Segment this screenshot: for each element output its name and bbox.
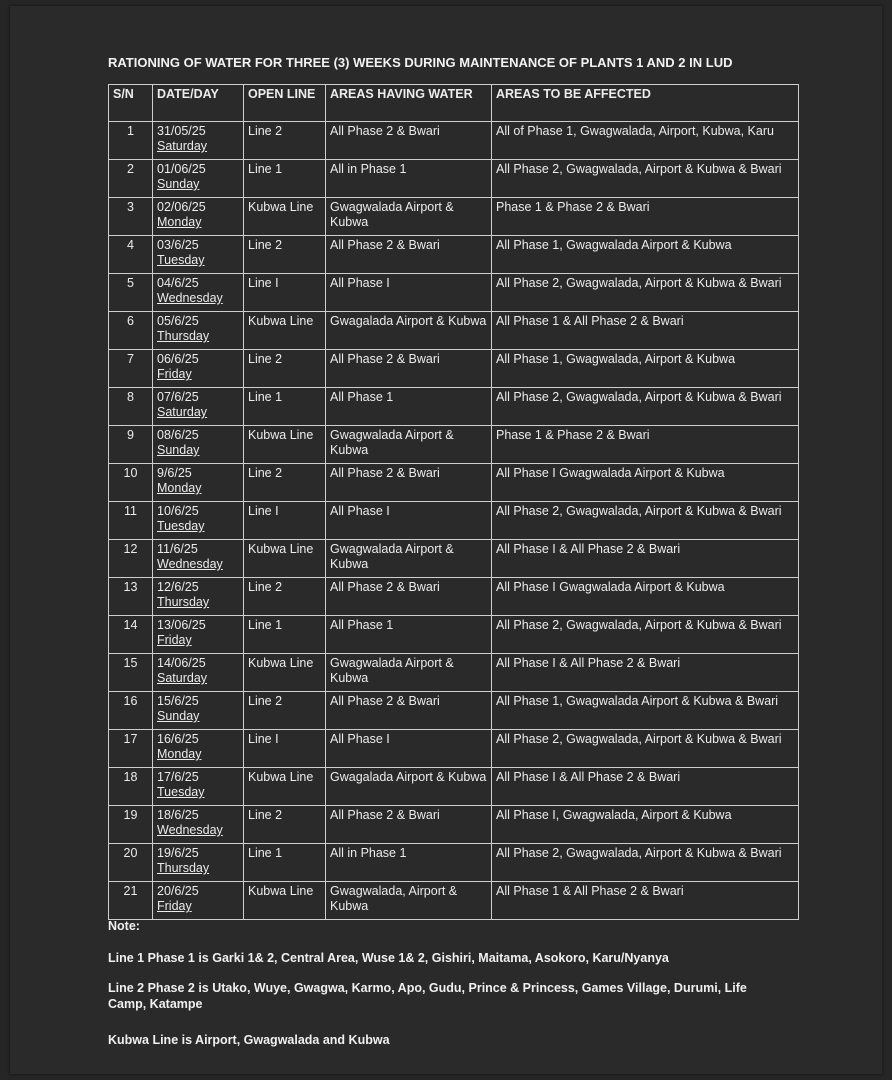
date-cell [153, 730, 244, 768]
table-row [109, 692, 799, 730]
date-cell [153, 692, 244, 730]
areas-water-cell: Gwagwalada, Airport & Kubwa [326, 882, 492, 920]
header-date: DATE/DAY [153, 85, 244, 122]
areas-water-cell: Gwagwalada Airport & Kubwa [326, 654, 492, 692]
areas-affected-cell: All Phase 2, Gwagwalada, Airport & Kubwa & Bwari [492, 616, 799, 654]
open-line-cell: Line 2 [244, 464, 326, 502]
weekday-value: Monday [157, 215, 202, 229]
areas-water-cell: Gwagwalada Airport & Kubwa [326, 426, 492, 464]
areas-affected-cell: All Phase 1, Gwagwalada Airport & Kubwa [492, 236, 799, 274]
open-line-cell: Line 1 [244, 844, 326, 882]
sn-cell: 16 [109, 692, 153, 730]
areas-affected-cell: Phase 1 & Phase 2 & Bwari [492, 426, 799, 464]
weekday-value: Sunday [157, 443, 200, 457]
areas-water-cell: All Phase 2 & Bwari [326, 806, 492, 844]
weekday-value: Saturday [157, 405, 208, 419]
areas-affected-cell: All Phase 2, Gwagwalada, Airport & Kubwa & Bwari [492, 730, 799, 768]
note-kubwa-line: Kubwa Line is Airport, Gwagwalada and Kubwa [108, 1033, 390, 1047]
table-row [109, 578, 799, 616]
areas-water-cell: Gwagalada Airport & Kubwa [326, 768, 492, 806]
date-value: 06/6/25 [157, 352, 199, 366]
date-cell [153, 616, 244, 654]
date-cell [153, 122, 244, 160]
sn-cell: 13 [109, 578, 153, 616]
open-line-cell: Kubwa Line [244, 654, 326, 692]
sn-cell: 15 [109, 654, 153, 692]
header-areas-affected: AREAS TO BE AFFECTED [492, 85, 799, 122]
weekday-value: Monday [157, 747, 202, 761]
date-cell [153, 844, 244, 882]
sn-cell: 8 [109, 388, 153, 426]
table-row [109, 882, 799, 920]
table-body [109, 122, 799, 920]
table-row [109, 654, 799, 692]
sn-cell: 6 [109, 312, 153, 350]
date-value: 17/6/25 [157, 770, 199, 784]
date-value: 9/6/25 [157, 466, 192, 480]
date-cell [153, 198, 244, 236]
date-cell [153, 882, 244, 920]
date-value: 08/6/25 [157, 428, 199, 442]
areas-water-cell: All Phase 1 [326, 388, 492, 426]
open-line-cell: Line I [244, 730, 326, 768]
date-cell [153, 274, 244, 312]
areas-water-cell: All Phase I [326, 502, 492, 540]
weekday-value: Thursday [157, 329, 210, 343]
areas-affected-cell: All Phase 2, Gwagwalada, Airport & Kubwa & Bwari [492, 160, 799, 198]
table-row [109, 540, 799, 578]
sn-cell: 19 [109, 806, 153, 844]
table-row [109, 274, 799, 312]
weekday-value: Thursday [157, 595, 210, 609]
open-line-cell: Line 1 [244, 160, 326, 198]
sn-cell: 7 [109, 350, 153, 388]
date-value: 07/6/25 [157, 390, 199, 404]
areas-water-cell: All Phase 2 & Bwari [326, 122, 492, 160]
areas-water-cell: Gwagwalada Airport & Kubwa [326, 198, 492, 236]
sn-cell: 3 [109, 198, 153, 236]
table-row [109, 312, 799, 350]
areas-water-cell: Gwagwalada Airport & Kubwa [326, 540, 492, 578]
areas-affected-cell: Phase 1 & Phase 2 & Bwari [492, 198, 799, 236]
areas-affected-cell: All Phase 1, Gwagwalada Airport & Kubwa & Bwari [492, 692, 799, 730]
date-value: 11/6/25 [157, 542, 198, 556]
date-value: 03/6/25 [157, 238, 199, 252]
open-line-cell: Kubwa Line [244, 312, 326, 350]
areas-water-cell: All Phase 2 & Bwari [326, 236, 492, 274]
date-cell [153, 768, 244, 806]
table-row [109, 198, 799, 236]
table-row [109, 844, 799, 882]
areas-affected-cell: All Phase 2, Gwagwalada, Airport & Kubwa & Bwari [492, 844, 799, 882]
table-header-row [109, 85, 799, 122]
weekday-value: Friday [157, 367, 192, 381]
table-row [109, 350, 799, 388]
date-value: 18/6/25 [157, 808, 199, 822]
weekday-value: Sunday [157, 177, 200, 191]
notes-heading: Note: [108, 919, 140, 933]
date-cell [153, 540, 244, 578]
date-value: 16/6/25 [157, 732, 199, 746]
table-row [109, 160, 799, 198]
table-row [109, 426, 799, 464]
table-row [109, 388, 799, 426]
date-value: 02/06/25 [157, 200, 206, 214]
areas-water-cell: All Phase 2 & Bwari [326, 692, 492, 730]
sn-cell: 20 [109, 844, 153, 882]
areas-affected-cell: All Phase 2, Gwagwalada, Airport & Kubwa & Bwari [492, 502, 799, 540]
note-line-1: Line 1 Phase 1 is Garki 1& 2, Central Area, Wuse 1& 2, Gishiri, Maitama, Asokoro, Karu/Nyanya [108, 951, 669, 965]
weekday-value: Monday [157, 481, 202, 495]
areas-water-cell: Gwagalada Airport & Kubwa [326, 312, 492, 350]
sn-cell: 17 [109, 730, 153, 768]
areas-affected-cell: All Phase 2, Gwagwalada, Airport & Kubwa & Bwari [492, 274, 799, 312]
header-sn: S/N [109, 85, 153, 122]
open-line-cell: Line 1 [244, 616, 326, 654]
sn-cell: 18 [109, 768, 153, 806]
date-cell [153, 464, 244, 502]
date-value: 12/6/25 [157, 580, 199, 594]
date-value: 05/6/25 [157, 314, 199, 328]
date-value: 01/06/25 [157, 162, 206, 176]
sn-cell: 21 [109, 882, 153, 920]
date-value: 14/06/25 [157, 656, 206, 670]
date-value: 20/6/25 [157, 884, 199, 898]
areas-water-cell: All Phase 1 [326, 616, 492, 654]
table-row [109, 730, 799, 768]
weekday-value: Wednesday [157, 557, 223, 571]
note-line-2: Line 2 Phase 2 is Utako, Wuye, Gwagwa, Karmo, Apo, Gudu, Prince & Princess, Games Village, Durumi, Life Camp, Katampe [108, 981, 747, 1011]
areas-affected-cell: All Phase 1, Gwagwalada, Airport & Kubwa [492, 350, 799, 388]
open-line-cell: Line 2 [244, 806, 326, 844]
areas-affected-cell: All of Phase 1, Gwagwalada, Airport, Kubwa, Karu [492, 122, 799, 160]
sn-cell: 12 [109, 540, 153, 578]
date-cell [153, 806, 244, 844]
weekday-value: Friday [157, 633, 192, 647]
sn-cell: 9 [109, 426, 153, 464]
table-row [109, 616, 799, 654]
open-line-cell: Line 1 [244, 388, 326, 426]
areas-affected-cell: All Phase 2, Gwagwalada, Airport & Kubwa & Bwari [492, 388, 799, 426]
open-line-cell: Kubwa Line [244, 882, 326, 920]
areas-affected-cell: All Phase I Gwagwalada Airport & Kubwa [492, 578, 799, 616]
header-areas-water: AREAS HAVING WATER [326, 85, 492, 122]
date-value: 10/6/25 [157, 504, 199, 518]
open-line-cell: Line 2 [244, 692, 326, 730]
rationing-table [108, 84, 799, 920]
date-cell [153, 160, 244, 198]
open-line-cell: Line I [244, 502, 326, 540]
date-cell [153, 350, 244, 388]
date-cell [153, 654, 244, 692]
date-value: 04/6/25 [157, 276, 199, 290]
weekday-value: Sunday [157, 709, 200, 723]
open-line-cell: Line I [244, 274, 326, 312]
table-row [109, 464, 799, 502]
areas-affected-cell: All Phase I & All Phase 2 & Bwari [492, 540, 799, 578]
sn-cell: 4 [109, 236, 153, 274]
areas-affected-cell: All Phase I & All Phase 2 & Bwari [492, 768, 799, 806]
date-cell [153, 426, 244, 464]
areas-affected-cell: All Phase I & All Phase 2 & Bwari [492, 654, 799, 692]
areas-water-cell: All Phase I [326, 274, 492, 312]
open-line-cell: Line 2 [244, 350, 326, 388]
areas-water-cell: All Phase I [326, 730, 492, 768]
date-value: 15/6/25 [157, 694, 199, 708]
date-cell [153, 502, 244, 540]
areas-affected-cell: All Phase 1 & All Phase 2 & Bwari [492, 882, 799, 920]
weekday-value: Saturday [157, 671, 208, 685]
weekday-value: Thursday [157, 861, 210, 875]
areas-affected-cell: All Phase I Gwagwalada Airport & Kubwa [492, 464, 799, 502]
document-title: RATIONING OF WATER FOR THREE (3) WEEKS DURING MAINTENANCE OF PLANTS 1 AND 2 IN LUD [108, 55, 733, 70]
header-open-line: OPEN LINE [244, 85, 326, 122]
date-value: 13/06/25 [157, 618, 206, 632]
weekday-value: Tuesday [157, 253, 205, 267]
areas-water-cell: All Phase 2 & Bwari [326, 578, 492, 616]
open-line-cell: Kubwa Line [244, 768, 326, 806]
weekday-value: Friday [157, 899, 192, 913]
weekday-value: Wednesday [157, 291, 223, 305]
open-line-cell: Line 2 [244, 122, 326, 160]
date-cell [153, 388, 244, 426]
weekday-value: Tuesday [157, 785, 205, 799]
date-cell [153, 578, 244, 616]
weekday-value: Saturday [157, 139, 208, 153]
sn-cell: 11 [109, 502, 153, 540]
sn-cell: 5 [109, 274, 153, 312]
sn-cell: 14 [109, 616, 153, 654]
weekday-value: Tuesday [157, 519, 205, 533]
areas-affected-cell: All Phase 1 & All Phase 2 & Bwari [492, 312, 799, 350]
date-value: 31/05/25 [157, 124, 206, 138]
open-line-cell: Line 2 [244, 578, 326, 616]
date-cell [153, 236, 244, 274]
date-value: 19/6/25 [157, 846, 199, 860]
weekday-value: Wednesday [157, 823, 223, 837]
sn-cell: 2 [109, 160, 153, 198]
date-cell [153, 312, 244, 350]
open-line-cell: Kubwa Line [244, 540, 326, 578]
areas-water-cell: All in Phase 1 [326, 844, 492, 882]
areas-affected-cell: All Phase I, Gwagwalada, Airport & Kubwa [492, 806, 799, 844]
areas-water-cell: All in Phase 1 [326, 160, 492, 198]
sn-cell: 1 [109, 122, 153, 160]
sn-cell: 10 [109, 464, 153, 502]
table-row [109, 502, 799, 540]
table-row [109, 806, 799, 844]
table-row [109, 236, 799, 274]
table-row [109, 768, 799, 806]
table-row [109, 122, 799, 160]
areas-water-cell: All Phase 2 & Bwari [326, 350, 492, 388]
open-line-cell: Kubwa Line [244, 426, 326, 464]
areas-water-cell: All Phase 2 & Bwari [326, 464, 492, 502]
open-line-cell: Kubwa Line [244, 198, 326, 236]
open-line-cell: Line 2 [244, 236, 326, 274]
